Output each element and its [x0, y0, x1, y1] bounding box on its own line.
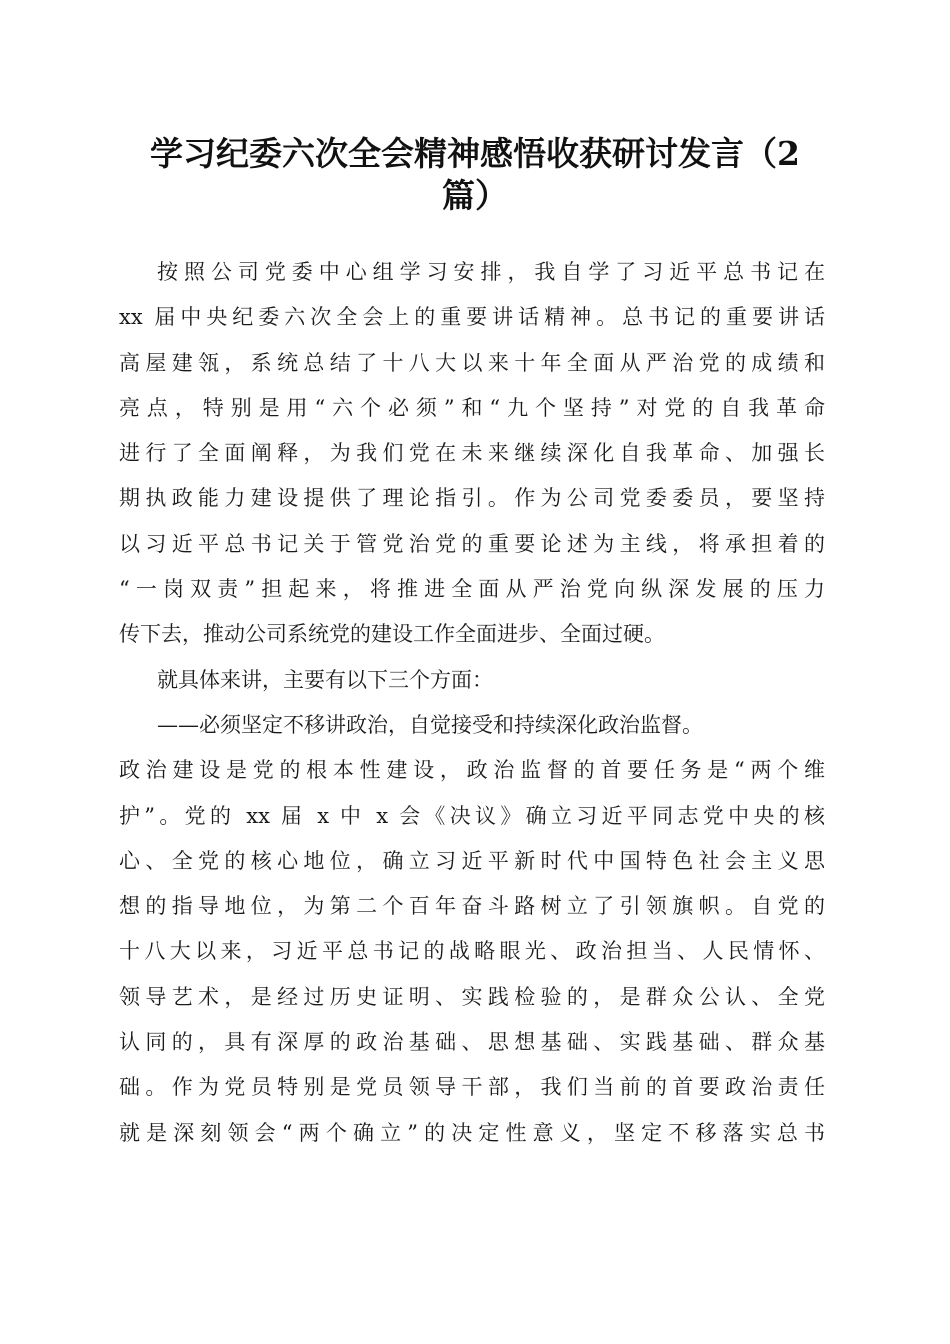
text-line: 认同的，具有深厚的政治基础、思想基础、实践基础、群众基: [119, 1030, 825, 1055]
title-line-2: 篇）: [442, 176, 508, 215]
text-line: 就是深刻领会“两个确立”的决定性意义，坚定不移落实总书: [119, 1120, 825, 1145]
text-line: 按照公司党委中心组学习安排，我自学了习近平总书记在: [157, 260, 825, 284]
text-line: 十八大以来，习近平总书记的战略眼光、政治担当、人民情怀、: [119, 939, 825, 964]
text-line: 心、全党的核心地位，确立习近平新时代中国特色社会主义思: [119, 848, 825, 873]
text-line: 护”。党的 xx 届 x 中 x 会《决议》确立习近平同志党中央的核: [119, 803, 825, 828]
text-line: 期执政能力建设提供了理论指引。作为公司党委委员，要坚持: [119, 486, 825, 511]
title-line-1: 学习纪委六次全会精神感悟收获研讨发言（2: [150, 134, 800, 173]
text-line: 想的指导地位，为第二个百年奋斗路树立了引领旗帜。自党的: [119, 894, 825, 919]
document-body: [119, 250, 825, 1156]
text-line: “一岗双责”担起来，将推进全面从严治党向纵深发展的压力: [119, 577, 825, 602]
text-line: 亮点，特别是用“六个必须”和“九个坚持”对党的自我革命: [119, 395, 825, 420]
text-line: 础。作为党员特别是党员领导干部，我们当前的首要政治责任: [119, 1075, 825, 1100]
text-line: ——必须坚定不移讲政治，自觉接受和持续深化政治监督。: [157, 712, 703, 737]
text-line: 就具体来讲，主要有以下三个方面：: [157, 667, 493, 692]
document-title: [110, 133, 840, 217]
text-line: 以习近平总书记关于管党治党的重要论述为主线，将承担着的: [119, 531, 825, 556]
text-line: 政治建设是党的根本性建设，政治监督的首要任务是“两个维: [119, 758, 825, 783]
text-line: xx 届中央纪委六次全会上的重要讲话精神。总书记的重要讲话: [119, 305, 825, 330]
text-line: 高屋建瓴，系统总结了十八大以来十年全面从严治党的成绩和: [119, 350, 825, 375]
text-line: 进行了全面阐释，为我们党在未来继续深化自我革命、加强长: [119, 441, 825, 466]
text-line: 领导艺术，是经过历史证明、实践检验的，是群众公认、全党: [119, 984, 825, 1009]
text-line: 传下去，推动公司系统党的建设工作全面进步、全面过硬。: [119, 622, 665, 647]
